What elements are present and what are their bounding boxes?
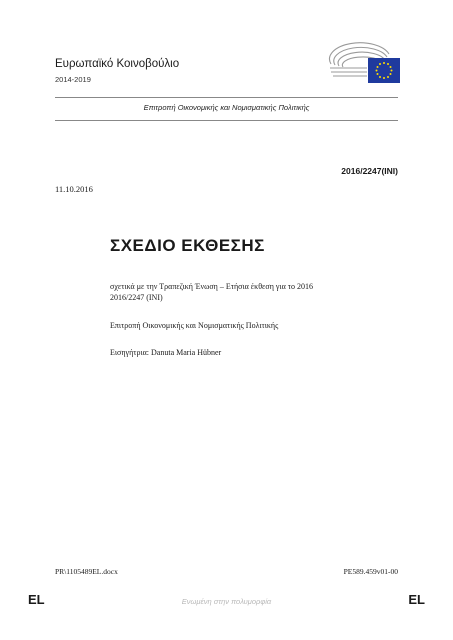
header-top-rule xyxy=(55,97,398,98)
subject-line: σχετικά με την Τραπεζική Ένωση – Ετήσια έκθεση για το 2016 xyxy=(110,282,313,291)
document-subject xyxy=(110,281,313,303)
institution-name: Ευρωπαϊκό Κοινοβούλιο xyxy=(55,58,180,70)
rapporteur: Εισηγήτρια: Danuta Maria Hübner xyxy=(110,348,222,357)
eu-motto: Ενωμένη στην πολυμορφία xyxy=(181,597,272,606)
committee-header: Επιτροπή Οικονομικής και Νομισματικής Πολιτικής xyxy=(143,103,310,112)
document-date: 11.10.2016 xyxy=(55,184,93,194)
language-code-left: EL xyxy=(28,592,45,607)
european-parliament-logo-icon xyxy=(327,40,401,84)
language-code-right: EL xyxy=(408,592,425,607)
procedure-number: 2016/2247 (INI) xyxy=(110,293,163,302)
header-bottom-rule xyxy=(55,120,398,121)
document-title: ΣΧΕΔΙΟ ΕΚΘΕΣΗΣ xyxy=(110,236,265,255)
responsible-committee: Επιτροπή Οικονομικής και Νομισματικής Πολιτικής xyxy=(110,321,279,330)
procedure-reference: 2016/2247(INI) xyxy=(341,166,398,176)
pe-number: PE589.459v01-00 xyxy=(343,567,398,576)
parliamentary-term: 2014-2019 xyxy=(55,75,91,84)
file-reference: PR\1105489EL.docx xyxy=(55,567,118,576)
